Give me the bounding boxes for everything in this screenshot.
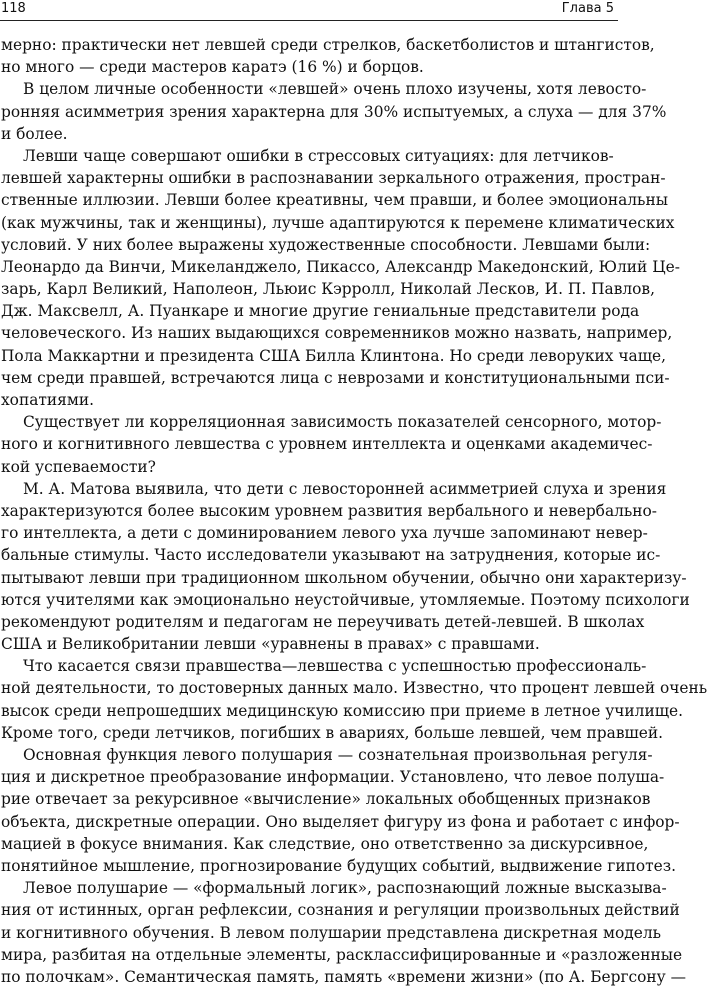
text-line: мацией в фокусе внимания. Как следствие, оно ответственно за дискурсивное, xyxy=(1,834,649,853)
header-rule xyxy=(0,20,618,21)
text-line: характеризуются более высоким уровнем развития вербального и невербально- xyxy=(1,501,657,520)
text-line: (как мужчины, так и женщины), лучше адаптируются к перемене климатических xyxy=(1,213,675,232)
text-line: бальные стимулы. Часто исследователи указывают на затруднения, которые ис- xyxy=(1,546,661,565)
text-line: хопатиями. xyxy=(1,391,94,409)
running-head xyxy=(0,0,620,22)
text-line: рекомендуют родителям и педагогам не переучивать детей-левшей. В школах xyxy=(1,612,645,631)
text-line: высок среди непрошедших медицинскую комиссию при приеме в летное училище. xyxy=(1,701,684,720)
text-line: но много — среди мастеров каратэ (16 %) и борцов. xyxy=(1,58,424,77)
text-line: чем среди правшей, встречаются лица с неврозами и конституциональными пси- xyxy=(1,368,670,387)
text-line: Леонардо да Винчи, Микеланджело, Пикассо, Александр Македонский, Юлий Це- xyxy=(1,257,680,276)
paragraph xyxy=(1,411,662,478)
paragraph xyxy=(1,145,680,411)
text-line: мерно: практически нет левшей среди стрелков, баскетболистов и штангистов, xyxy=(1,36,655,54)
text-line: объекта, дискретные операции. Оно выделяет фигуру из фона и работает с инфор- xyxy=(1,812,680,831)
text-line: В целом личные особенности «левшей» очень плохо изучены, хотя левосто- xyxy=(23,80,647,99)
text-line: человеческого. Из наших выдающихся современников можно назвать, например, xyxy=(1,324,673,343)
text-line: США и Великобритании левши «уравнены в правах» с правшами. xyxy=(1,635,540,654)
paragraph xyxy=(1,744,680,877)
text-line: понятийное мышление, прогнозирование будущих событий, выдвижение гипотез. xyxy=(1,856,677,875)
text-line: Основная функция левого полушария — сознательная произвольная регуля- xyxy=(23,746,653,764)
paragraph xyxy=(1,478,690,656)
paragraph xyxy=(1,655,707,744)
text-line: ются учителями как эмоционально неустойчивые, утомляемые. Поэтому психологи xyxy=(1,590,690,609)
text-line: М. А. Матова выявила, что дети с левосторонней асимметрией слуха и зрения xyxy=(23,479,667,498)
text-line: ция и дискретное преобразование информации. Установлено, что левое полуша- xyxy=(1,768,665,787)
text-line: и когнитивного обучения. В левом полушарии представлена дискретная модель xyxy=(1,923,662,942)
text-line: Что касается связи правшества—левшества с успешностью профессиональ- xyxy=(23,657,647,676)
text-line: Кроме того, среди летчиков, погибших в авариях, больше левшей, чем правшей. xyxy=(1,723,664,742)
text-line: пытывают левши при традиционном школьном обучении, обычно они характеризу- xyxy=(1,568,687,587)
text-line: Пола Маккартни и президента США Билла Клинтона. Но среди леворуких чаще, xyxy=(1,346,666,365)
text-line: по полочкам». Семантическая память, память «времени жизни» (по А. Бергсону — xyxy=(1,967,687,986)
text-line: Левое полушарие — «формальный логик», распознающий ложные высказыва- xyxy=(23,879,667,898)
text-line: Дж. Максвелл, А. Пуанкаре и многие другие гениальные представители рода xyxy=(1,302,640,321)
paragraph xyxy=(1,34,655,78)
text-line: Существует ли корреляционная зависимость показателей сенсорного, мотор- xyxy=(23,413,662,432)
text-line: го интеллекта, а дети с доминированием левого уха лучше запоминают невер- xyxy=(1,524,648,543)
text-line: условий. У них более выражены художественные способности. Левшами были: xyxy=(1,235,651,254)
chapter-title: Глава 5 xyxy=(561,1,614,16)
body-text xyxy=(1,34,707,988)
paragraph xyxy=(1,78,667,145)
page-number: 118 xyxy=(1,1,26,16)
text-line: рие отвечает за рекурсивное «вычисление» локальных обобщенных признаков xyxy=(1,790,651,809)
text-line: левшей характерны ошибки в распознавании зеркального отражения, простран- xyxy=(1,169,666,188)
paragraph xyxy=(1,877,687,988)
text-line: и более. xyxy=(1,124,68,143)
text-line: ронняя асимметрия зрения характерна для 30% испытуемых, а слуха — для 37% xyxy=(1,102,667,121)
text-line: зарь, Карл Великий, Наполеон, Льюис Кэрролл, Николай Лесков, И. П. Павлов, xyxy=(1,280,655,299)
text-line: ного и когнитивного левшества с уровнем интеллекта и оценками академичес- xyxy=(1,435,653,454)
text-line: ственные иллюзии. Левши более креативны, чем правши, и более эмоциональны xyxy=(1,191,668,210)
text-line: Левши чаще совершают ошибки в стрессовых ситуациях: для летчиков- xyxy=(23,146,614,165)
text-line: ной деятельности, то достоверных данных мало. Известно, что процент левшей очень xyxy=(1,679,707,698)
text-line: мира, разбитая на отдельные элементы, расклассифицированные и «разложенные xyxy=(1,945,683,964)
text-line: кой успеваемости? xyxy=(1,457,156,476)
text-line: ния от истинных, орган рефлексии, сознания и регуляции произвольных действий xyxy=(1,901,680,920)
